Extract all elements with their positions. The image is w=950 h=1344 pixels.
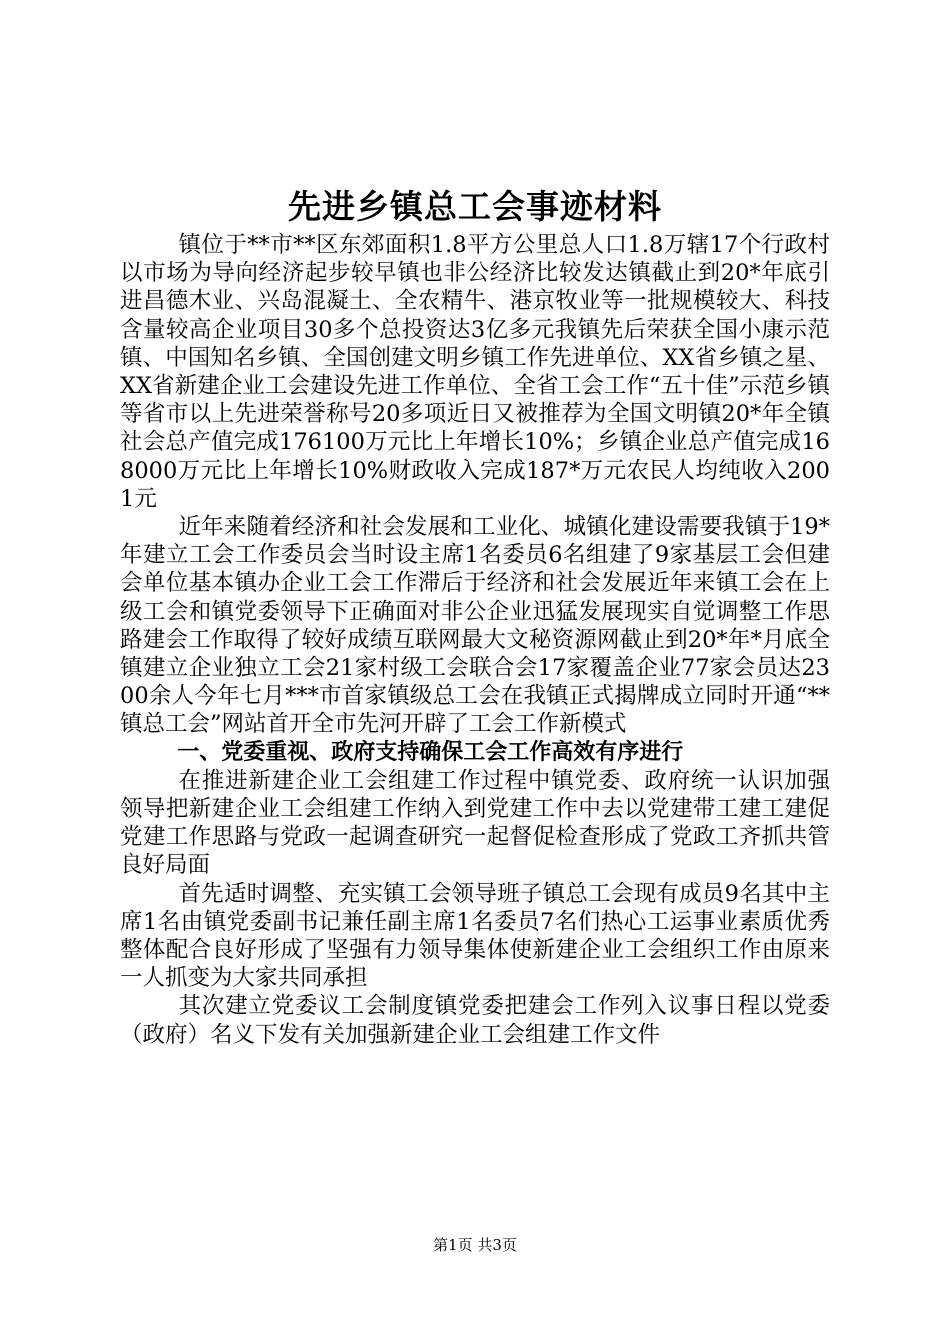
paragraph-section-1: 在推进新建企业工会组建工作过程中镇党委、政府统一认识加强领导把新建企业工会组建工作纳入到党建工作中去以党建带工建工建促党建工作思路与党政一起调查研究一起督促检查形成了党政工齐抓共管良好局面 xyxy=(120,767,830,879)
document-title: 先进乡镇总工会事迹材料 xyxy=(288,187,662,226)
paragraph-history: 近年来随着经济和社会发展和工业化、城镇化建设需要我镇于19*年建立工会工作委员会当时设主席1名委员6名组建了9家基层工会但建会单位基本镇办企业工会工作滞后于经济和社会发展近年来镇工会在上级工会和镇党委领导下正确面对非公企业迅猛发展现实自觉调整工作思路建会工作取得了较好成绩互联网最大文秘资源网截止到20*年*月底全镇建立企业独立工会21家村级工会联合会17家覆盖企业77家会员达2300余人今年七月***市首家镇级总工会在我镇正式揭牌成立同时开通“**镇总工会”网站首开全市先河开辟了工会工作新模式 xyxy=(120,514,830,738)
section-heading: 一、党委重视、政府支持确保工会工作高效有序进行 xyxy=(177,739,684,765)
paragraph-section-3: 其次建立党委议工会制度镇党委把建会工作列入议事日程以党委（政府）名义下发有关加强新建企业工会组建工作文件 xyxy=(120,993,830,1048)
page-footer: 第1页 共3页 xyxy=(433,1236,517,1254)
paragraph-section-2: 首先适时调整、充实镇工会领导班子镇总工会现有成员9名其中主席1名由镇党委副书记兼任副主席1名委员7名们热心工运事业素质优秀整体配合良好形成了坚强有力领导集体使新建企业工会组织工作由原来一人抓变为大家共同承担 xyxy=(120,880,830,992)
paragraph-intro: 镇位于**市**区东郊面积1.8平方公里总人口1.8万辖17个行政村以市场为导向经济起步较早镇也非公经济比较发达镇截止到20*年底引进昌德木业、兴岛混凝土、全农精牛、港京牧业等一批规模较大、科技含量较高企业项目30多个总投资达3亿多元我镇先后荣获全国小康示范镇、中国知名乡镇、全国创建文明乡镇工作先进单位、XX省乡镇之星、XX省新建企业工会建设先进工作单位、全省工会工作“五十佳”示范乡镇等省市以上先进荣誉称号20多项近日又被推荐为全国文明镇20*年全镇社会总产值完成176100万元比上年增长10%；乡镇企业总产值完成168000万元比上年增长10%财政收入完成187*万元农民人均纯收入2001元 xyxy=(120,232,830,512)
document-body xyxy=(120,231,830,1049)
